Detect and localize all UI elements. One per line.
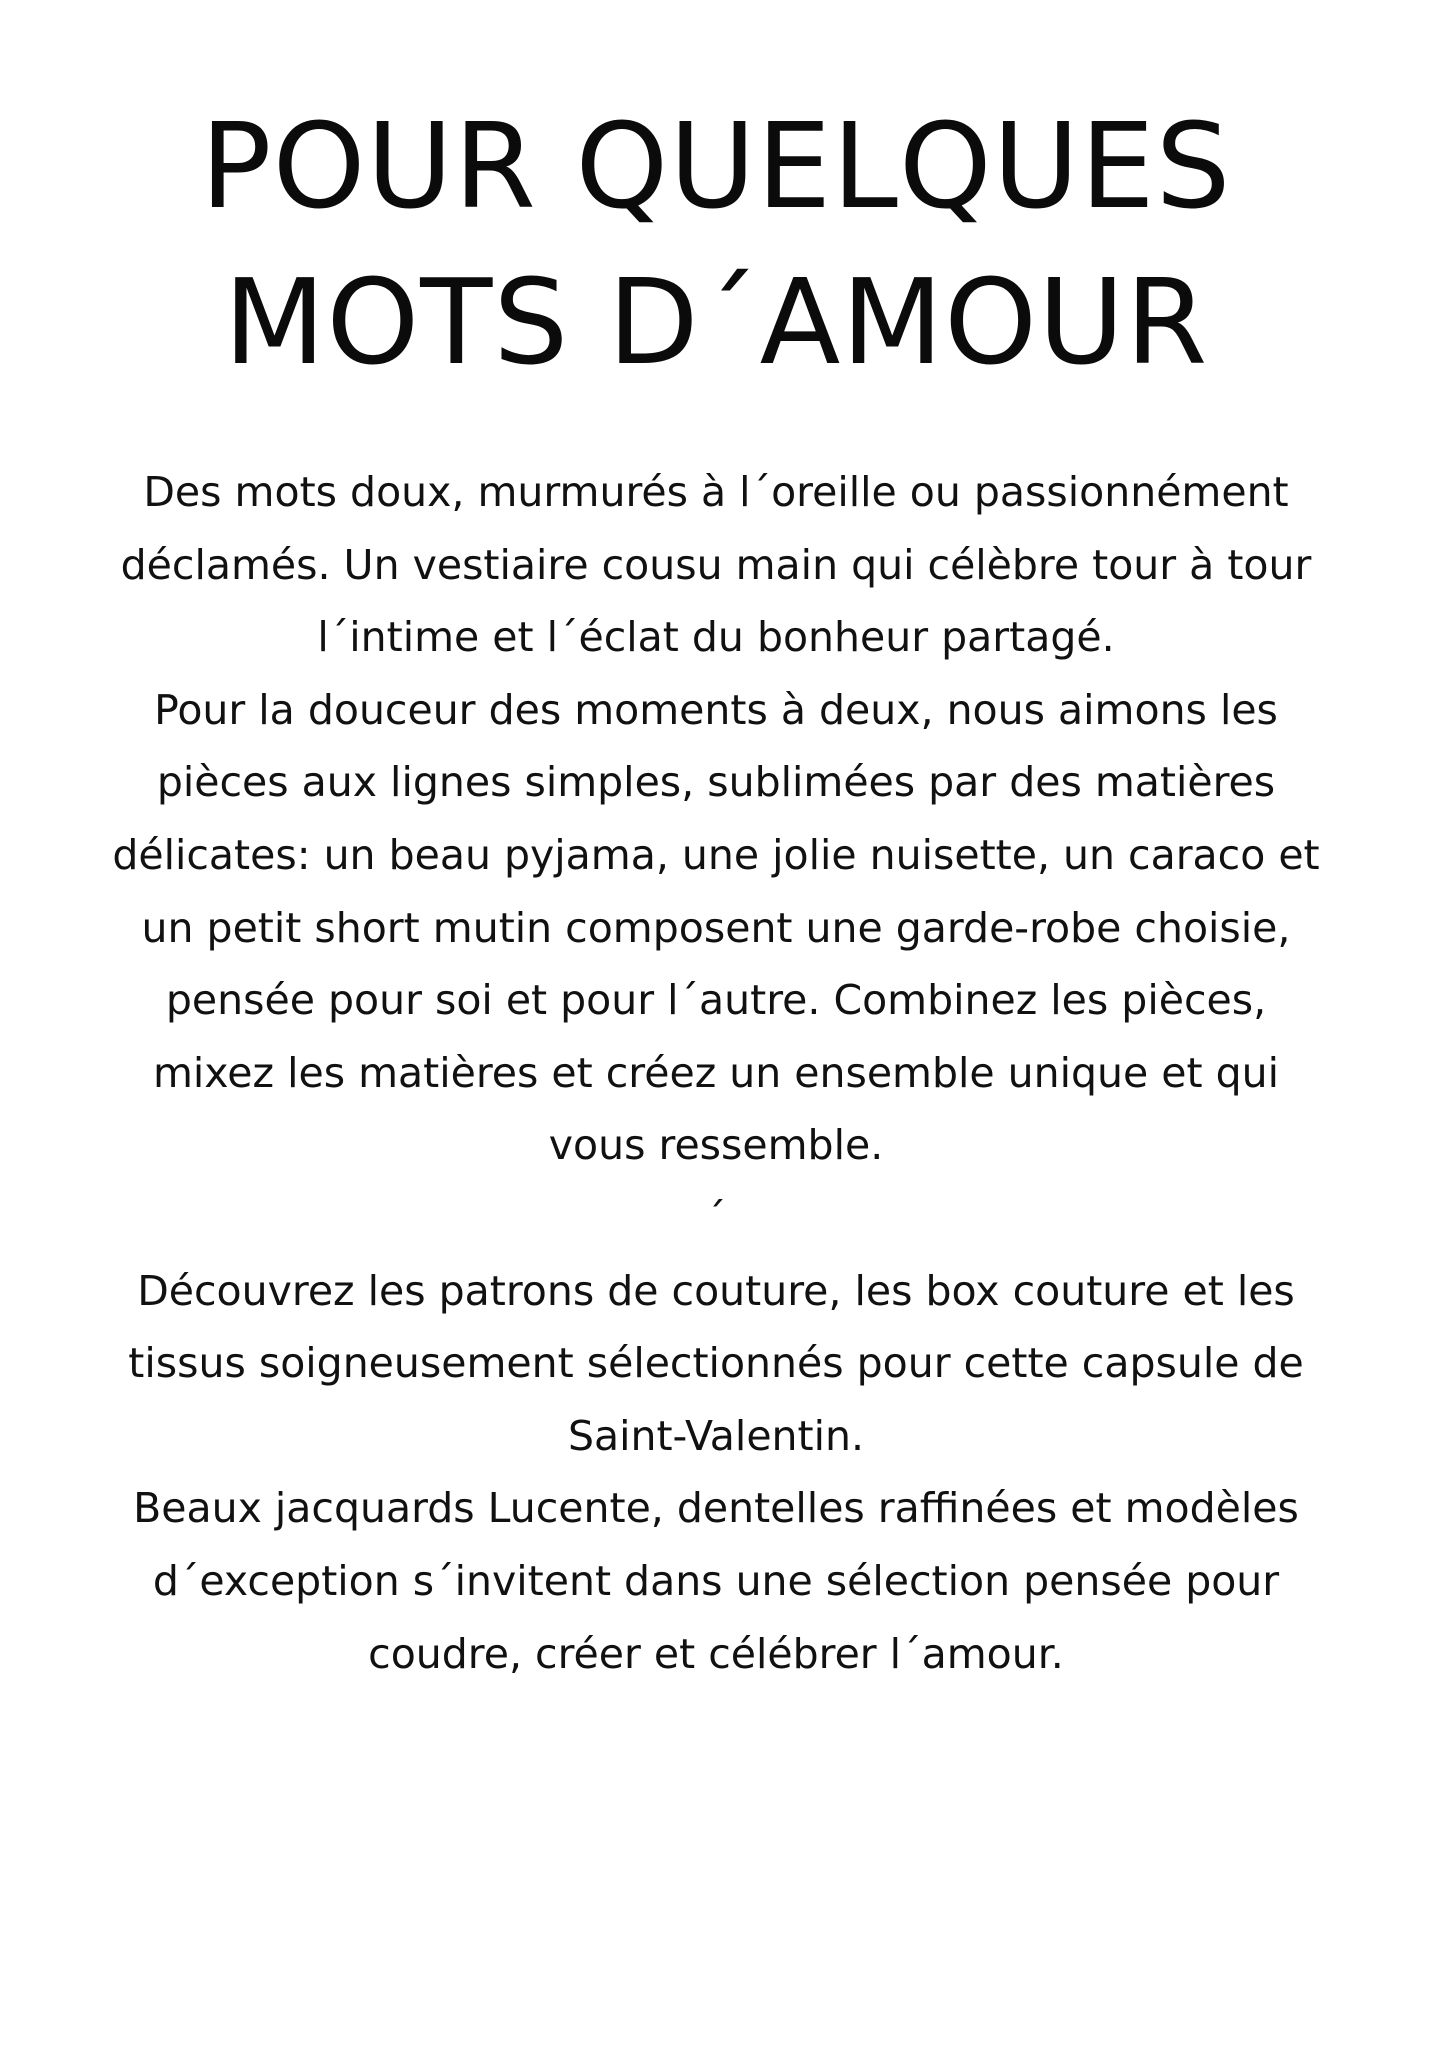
body-line-15: d´exception s´invitent dans une sélection pensée pour [152, 1556, 1280, 1605]
body-text [60, 456, 1372, 1690]
title-line-2: MOTS D´AMOUR [223, 253, 1209, 391]
body-line-12: tissus soigneusement sélectionnés pour cette capsule de [128, 1339, 1304, 1388]
body-line-13: Saint-Valentin. [567, 1411, 865, 1460]
body-line-11: Découvrez les patrons de couture, les box couture et les [137, 1266, 1295, 1315]
separator-mark: ´ [705, 1193, 727, 1242]
body-line-7: un petit short mutin composent une garde-robe choisie, [141, 903, 1291, 952]
body-line-14: Beaux jacquards Lucente, dentelles raffinées et modèles [133, 1484, 1299, 1533]
body-line-5: pièces aux lignes simples, sublimées par des matières [156, 758, 1276, 807]
body-line-1: Des mots doux, murmurés à l´oreille ou passionnément [143, 468, 1289, 516]
page-title [60, 88, 1372, 400]
body-line-8: pensée pour soi et pour l´autre. Combinez les pièces, [165, 976, 1267, 1025]
body-line-4: Pour la douceur des moments à deux, nous aimons les [154, 685, 1278, 734]
body-line-2: déclamés. Un vestiaire cousu main qui célèbre tour à tour [120, 540, 1312, 589]
title-line-1: POUR QUELQUES [200, 97, 1232, 235]
body-line-9: mixez les matières et créez un ensemble unique et qui [152, 1048, 1280, 1097]
body-line-16: coudre, créer et célébrer l´amour. [368, 1629, 1064, 1678]
body-line-10: vous ressemble. [548, 1121, 884, 1170]
body-line-6: délicates: un beau pyjama, une jolie nuisette, un caraco et [112, 830, 1320, 879]
body-line-3: l´intime et l´éclat du bonheur partagé. [317, 613, 1115, 662]
